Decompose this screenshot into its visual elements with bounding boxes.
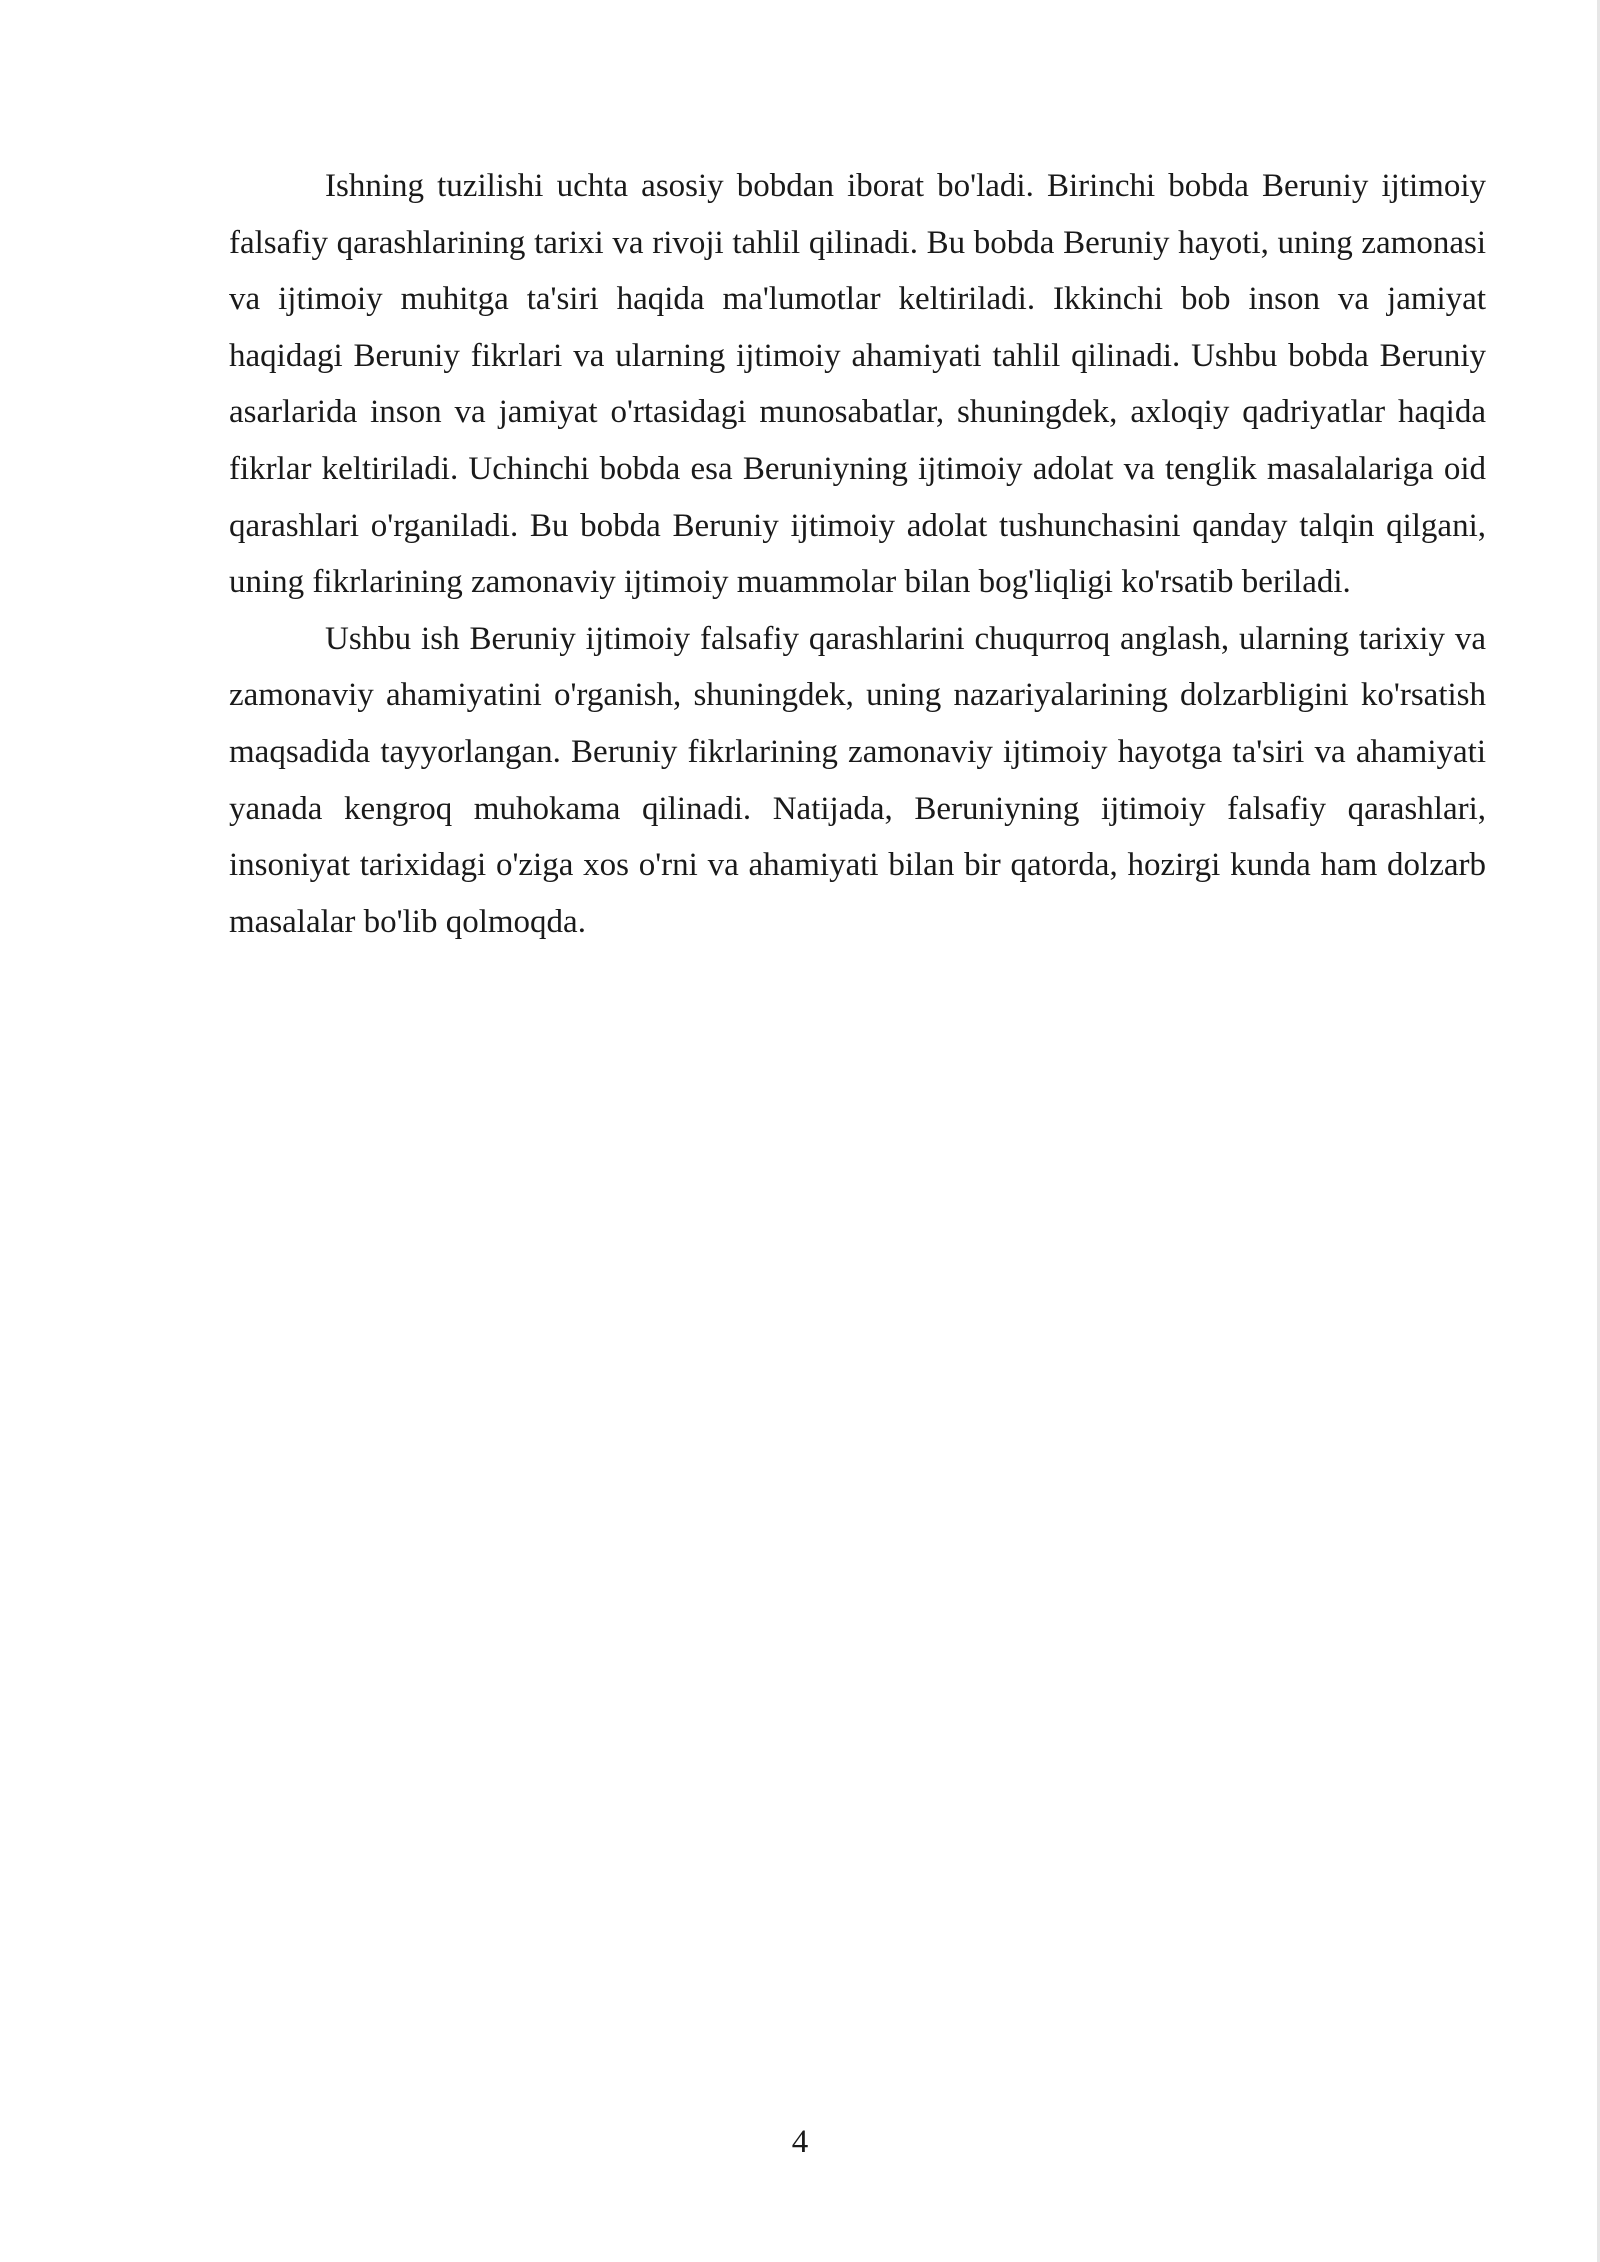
body-text xyxy=(229,158,1486,950)
page-number: 4 xyxy=(791,2124,809,2160)
paragraph-1: Ishning tuzilishi uchta asosiy bobdan iborat bo'ladi. Birinchi bobda Beruniy ijtimoiy falsafiy qarashlarining tarixi va rivoji tahlil qilinadi. Bu bobda Beruniy hayoti, uning zamonasi va ijtimoiy muhitga ta'siri haqida ma'lumotlar keltiriladi. Ikkinchi bob inson va jamiyat haqidagi Beruniy fikrlari va ularning ijtimoiy ahamiyati tahlil qilinadi. Ushbu bobda Beruniy asarlarida inson va jamiyat o'rtasidagi munosabatlar, shuningdek, axloqiy qadriyatlar haqida fikrlar keltiriladi. Uchinchi bobda esa Beruniyning ijtimoiy adolat va tenglik masalalariga oid qarashlari o'rganiladi. Bu bobda Beruniy ijtimoiy adolat tushunchasini qanday talqin qilgani, uning fikrlarining zamonaviy ijtimoiy muammolar bilan bog'liqligi ko'rsatib beriladi. xyxy=(229,168,1486,601)
paragraph-2: Ushbu ish Beruniy ijtimoiy falsafiy qarashlarini chuqurroq anglash, ularning tarixiy va zamonaviy ahamiyatini o'rganish, shuningdek, uning nazariyalarining dolzarbligini ko'rsatish maqsadida tayyorlangan. Beruniy fikrlarining zamonaviy ijtimoiy hayotga ta'siri va ahamiyati yanada kengroq muhokama qilinadi. Natijada, Beruniyning ijtimoiy falsafiy qarashlari, insoniyat tarixidagi o'ziga xos o'rni va ahamiyati bilan bir qatorda, hozirgi kunda ham dolzarb masalalar bo'lib qolmoqda. xyxy=(229,620,1486,940)
